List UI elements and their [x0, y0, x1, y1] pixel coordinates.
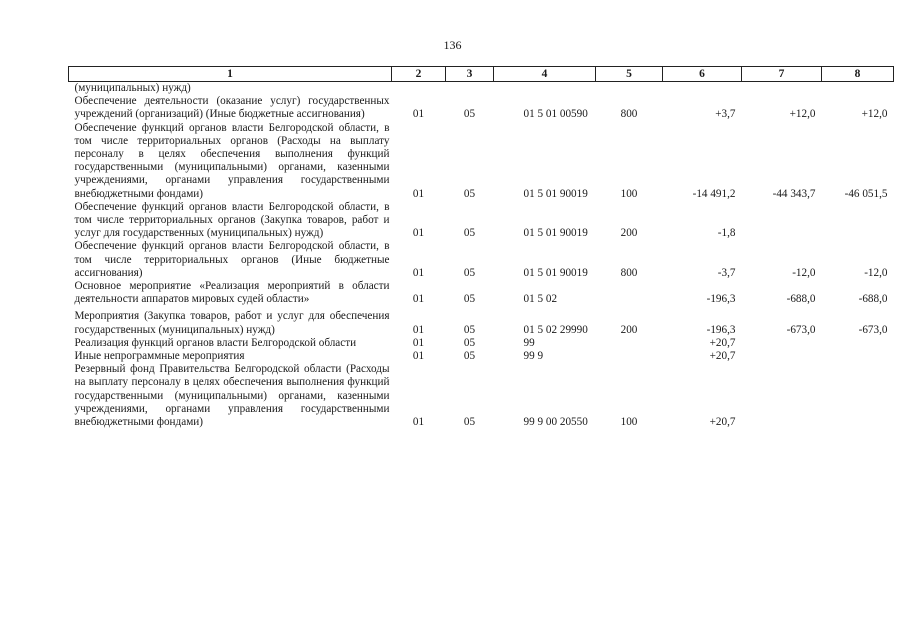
- row-value-col7: -688,0: [786, 293, 816, 306]
- row-target-code: 01 5 01 90019: [523, 187, 588, 200]
- row-subsection: 05: [463, 187, 476, 200]
- row-target-code: 99 9 00 20550: [523, 416, 588, 429]
- row-value-col6: -14 491,2: [692, 187, 736, 200]
- row-value-col6: -196,3: [706, 323, 736, 336]
- table-row: [69, 280, 894, 306]
- row-expense-type: 100: [620, 187, 638, 200]
- table-row: [69, 350, 894, 363]
- row-subsection: [446, 82, 494, 96]
- row-value-col7: [742, 337, 822, 350]
- row-expense-type: 100: [620, 416, 638, 429]
- row-expense-type: [596, 280, 663, 306]
- row-section: 01: [412, 336, 425, 349]
- row-subsection: 05: [463, 416, 476, 429]
- row-name: Реализация функций органов власти Белгородской области: [74, 336, 357, 349]
- row-value-col6: -1,8: [717, 227, 736, 240]
- row-name: Обеспечение функций органов власти Белгородской области, в том числе территориальных органов (Закупка товаров, работ и услуг для государственных (муниципальных) нужд): [74, 200, 390, 240]
- row-value-col6: +3,7: [715, 108, 736, 121]
- row-value-col8: [822, 363, 894, 429]
- row-section: 01: [412, 227, 425, 240]
- row-section: 01: [412, 350, 425, 363]
- row-value-col7: [742, 82, 822, 96]
- row-expense-type: 800: [620, 108, 638, 121]
- table-row: [69, 240, 894, 280]
- row-expense-type: 200: [620, 323, 638, 336]
- row-section: 01: [412, 323, 425, 336]
- row-section: 01: [412, 187, 425, 200]
- row-value-col6: [663, 82, 742, 96]
- column-header-6: 6: [663, 67, 742, 82]
- row-subsection: 05: [463, 350, 476, 363]
- table-row: [69, 310, 894, 336]
- row-expense-type: [596, 82, 663, 96]
- row-value-col7: [742, 363, 822, 429]
- column-header-8: 8: [822, 67, 894, 82]
- row-expense-type: [596, 337, 663, 350]
- column-header-2: 2: [392, 67, 446, 82]
- row-subsection: 05: [463, 336, 476, 349]
- row-name: Обеспечение деятельности (оказание услуг) государственных учреждений (организаций) (Иные бюджетные ассигнования): [74, 95, 390, 121]
- row-target-code: [494, 82, 596, 96]
- table-row: [69, 363, 894, 429]
- row-subsection: 05: [463, 323, 476, 336]
- row-subsection: 05: [463, 266, 476, 279]
- row-value-col6: -3,7: [717, 266, 736, 279]
- table-row: [69, 337, 894, 350]
- row-target-code: 01 5 02 29990: [523, 323, 588, 336]
- row-section: 01: [412, 108, 425, 121]
- row-value-col6: +20,7: [709, 336, 736, 349]
- row-value-col8: +12,0: [861, 108, 888, 121]
- row-target-code: 01 5 01 90019: [523, 266, 588, 279]
- row-subsection: 05: [463, 293, 476, 306]
- row-value-col7: -673,0: [786, 323, 816, 336]
- row-value-col7: [742, 350, 822, 363]
- table-row: [69, 82, 894, 96]
- row-value-col7: +12,0: [789, 108, 816, 121]
- column-header-7: 7: [742, 67, 822, 82]
- row-value-col8: [822, 201, 894, 241]
- column-header-3: 3: [446, 67, 494, 82]
- row-name: Мероприятия (Закупка товаров, работ и услуг для обеспечения государственных (муниципальных) нужд): [74, 310, 390, 336]
- row-name: Резервный фонд Правительства Белгородской области (Расходы на выплату персоналу в целях обеспечения выполнения функций государственными (муниципальными) органами, казенными учреждениями, органами управления государственными внебюджетными фондами): [74, 363, 390, 429]
- row-expense-type: 200: [620, 227, 638, 240]
- row-value-col8: -673,0: [858, 323, 888, 336]
- row-name: Иные непрограммные мероприятия: [74, 350, 245, 363]
- row-value-col8: -688,0: [858, 293, 888, 306]
- row-subsection: 05: [463, 108, 476, 121]
- row-value-col8: -46 051,5: [844, 187, 888, 200]
- page-number: 136: [443, 38, 462, 52]
- column-header-4: 4: [494, 67, 596, 82]
- row-value-col7: -44 343,7: [772, 187, 816, 200]
- row-target-code: 01 5 01 00590: [523, 108, 588, 121]
- row-value-col8: [822, 82, 894, 96]
- row-name: (муниципальных) нужд): [74, 82, 191, 94]
- row-target-code: 99: [523, 336, 535, 349]
- row-name: Обеспечение функций органов власти Белгородской области, в том числе территориальных органов (Расходы на выплату персоналу в целях обеспечения выполнения функций государственными (муниципальными) органами, казенными учреждениями, органами управления государственными внебюджетными фондами): [74, 121, 390, 200]
- row-expense-type: [596, 350, 663, 363]
- row-target-code: 01 5 02: [523, 293, 558, 306]
- row-expense-type: 800: [620, 266, 638, 279]
- table-row: [69, 201, 894, 241]
- row-subsection: 05: [463, 227, 476, 240]
- row-value-col8: [822, 350, 894, 363]
- row-name: Обеспечение функций органов власти Белгородской области, в том числе территориальных органов (Иные бюджетные ассигнования): [74, 240, 390, 279]
- row-value-col6: +20,7: [709, 350, 736, 363]
- row-value-col7: -12,0: [792, 266, 816, 279]
- row-section: 01: [412, 266, 425, 279]
- row-target-code: 99 9: [523, 350, 544, 363]
- budget-table: [68, 66, 894, 429]
- row-section: 01: [412, 416, 425, 429]
- table-row: [69, 122, 894, 201]
- row-value-col8: -12,0: [864, 266, 888, 279]
- table-row: [69, 95, 894, 121]
- row-value-col7: [742, 201, 822, 241]
- column-header-5: 5: [596, 67, 663, 82]
- row-section: [392, 82, 446, 96]
- table-header-row: [69, 67, 894, 82]
- row-value-col8: [822, 337, 894, 350]
- row-value-col6: -196,3: [706, 293, 736, 306]
- column-header-1: 1: [69, 67, 392, 82]
- row-name: Основное мероприятие «Реализация мероприятий в области деятельности аппаратов мировых судей области»: [74, 280, 390, 306]
- row-section: 01: [412, 293, 425, 306]
- row-value-col6: +20,7: [709, 416, 736, 429]
- row-target-code: 01 5 01 90019: [523, 227, 588, 240]
